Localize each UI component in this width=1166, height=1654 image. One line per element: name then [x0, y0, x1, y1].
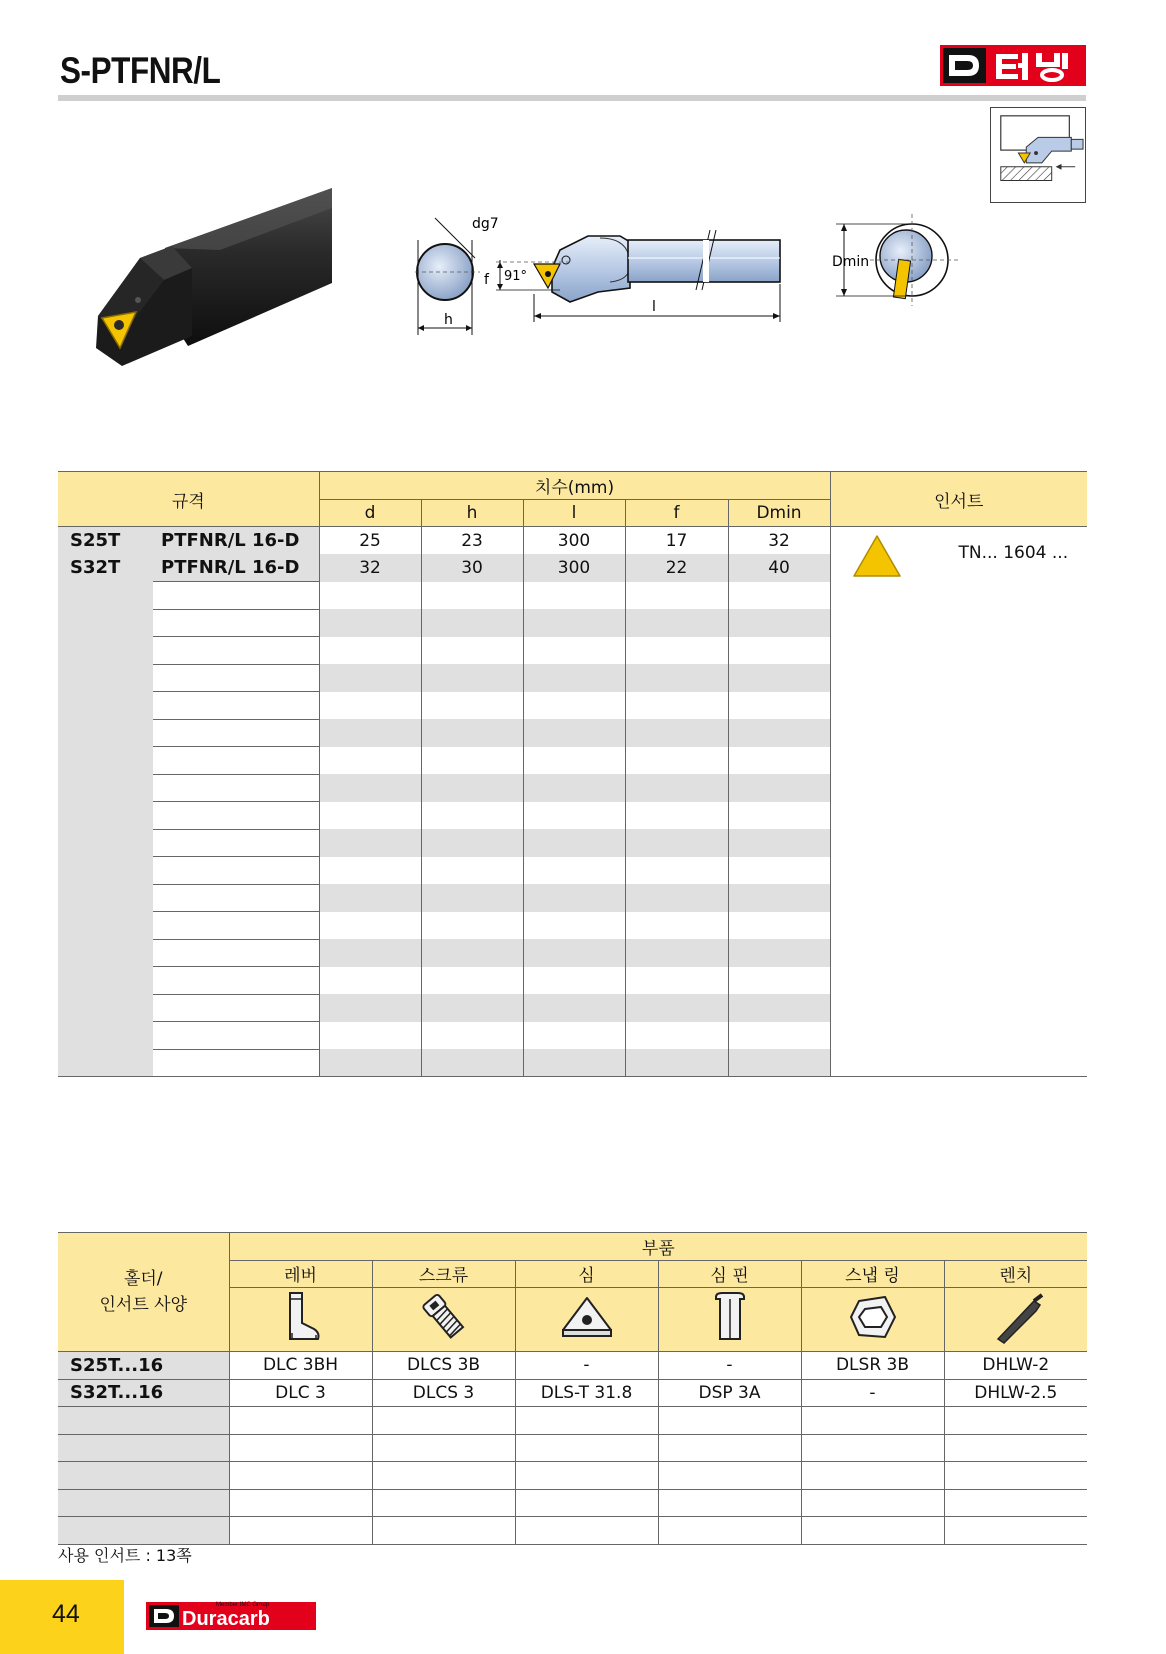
- lever-cell: [229, 1288, 372, 1352]
- part-value: DLCS 3B: [372, 1352, 515, 1380]
- diagram-label-l: l: [652, 299, 656, 315]
- model-code-a: S25T: [58, 527, 153, 555]
- diagram-label-f: f: [484, 272, 489, 288]
- cell-h: 23: [421, 527, 523, 555]
- cell-h: 30: [421, 554, 523, 582]
- part-value: -: [801, 1379, 944, 1407]
- shim-cell: [515, 1288, 658, 1352]
- screw-cell: [372, 1288, 515, 1352]
- part-value: DHLW-2: [944, 1352, 1087, 1380]
- dimension-diagram: [400, 210, 980, 345]
- col-header-dimensions: 치수(mm): [319, 472, 830, 500]
- shim-pin-icon: [710, 1289, 750, 1345]
- table-row: [58, 527, 1087, 555]
- model-code-b: PTFNR/L 16-D: [153, 554, 319, 582]
- part-value: DHLW-2.5: [944, 1379, 1087, 1407]
- col-header-insert: 인서트: [830, 472, 1087, 527]
- insert-page-note: 사용 인서트 : 13쪽: [58, 1546, 192, 1565]
- duracarb-logo: [146, 1598, 316, 1630]
- model-code-a: S32T: [58, 554, 153, 582]
- col-header-spec: 규격: [58, 472, 319, 527]
- cell-l: 300: [523, 527, 625, 555]
- wrench-icon: [986, 1289, 1046, 1345]
- dim-header-f: f: [625, 499, 728, 527]
- title-underline: [58, 95, 1086, 101]
- snap-ring-cell: [801, 1288, 944, 1352]
- part-value: DLCS 3: [372, 1379, 515, 1407]
- part-value: -: [515, 1352, 658, 1380]
- boring-operation-icon: [990, 107, 1086, 203]
- diagram-label-dmin: Dmin: [832, 254, 870, 270]
- cell-f: 22: [625, 554, 728, 582]
- part-value: DSP 3A: [658, 1379, 801, 1407]
- part-header-shim-pin: 심 핀: [658, 1260, 801, 1288]
- cell-d: 25: [319, 527, 421, 555]
- page-title: S-PTFNR/L: [60, 50, 221, 91]
- tool-holder-photo: [80, 188, 340, 388]
- part-header-snap-ring: 스냅 링: [801, 1260, 944, 1288]
- cell-d: 32: [319, 554, 421, 582]
- dim-header-d: d: [319, 499, 421, 527]
- footer-brand-tagline: Member IMC Group: [216, 1602, 270, 1608]
- part-header-wrench: 렌치: [944, 1260, 1087, 1288]
- part-header-lever: 레버: [229, 1260, 372, 1288]
- snap-ring-icon: [845, 1289, 901, 1345]
- diagram-label-dg7: dg7: [472, 216, 499, 232]
- screw-icon: [416, 1289, 472, 1345]
- cell-dmin: 32: [728, 527, 830, 555]
- spec-table: [58, 471, 1087, 1077]
- diagram-label-angle: 91°: [504, 269, 528, 284]
- insert-cell: [830, 527, 1087, 1077]
- cell-dmin: 40: [728, 554, 830, 582]
- parts-model: S25T...16: [58, 1352, 229, 1380]
- lever-icon: [276, 1289, 326, 1345]
- empty-row: [58, 1517, 1087, 1545]
- dim-header-l: l: [523, 499, 625, 527]
- dim-header-h: h: [421, 499, 523, 527]
- triangle-insert-icon: [851, 533, 903, 579]
- diagram-label-h: h: [444, 312, 453, 328]
- footer-brand: Duracarb: [182, 1608, 270, 1630]
- insert-code: TN... 1604 ...: [958, 543, 1069, 563]
- part-header-screw: 스크류: [372, 1260, 515, 1288]
- part-value: DLS-T 31.8: [515, 1379, 658, 1407]
- model-code-b: PTFNR/L 16-D: [153, 527, 319, 555]
- page-number: 44: [52, 1600, 80, 1628]
- part-value: DLC 3BH: [229, 1352, 372, 1380]
- wrench-cell: [944, 1288, 1087, 1352]
- parts-model: S32T...16: [58, 1379, 229, 1407]
- shim-icon: [559, 1292, 615, 1342]
- dim-header-dmin: Dmin: [728, 499, 830, 527]
- table-row: [58, 1352, 1087, 1380]
- part-value: -: [658, 1352, 801, 1380]
- empty-row: [58, 1489, 1087, 1517]
- part-header-shim: 심: [515, 1260, 658, 1288]
- brand-logo: [940, 45, 1086, 86]
- empty-row: [58, 1434, 1087, 1462]
- cell-f: 17: [625, 527, 728, 555]
- col-header-holder: 홀더/ 인서트 사양: [58, 1233, 229, 1352]
- shim-pin-cell: [658, 1288, 801, 1352]
- parts-table: [58, 1232, 1087, 1545]
- part-value: DLC 3: [229, 1379, 372, 1407]
- cell-l: 300: [523, 554, 625, 582]
- empty-row: [58, 1462, 1087, 1490]
- col-header-parts: 부품: [229, 1233, 1087, 1261]
- empty-row: [58, 1407, 1087, 1435]
- table-row: [58, 1379, 1087, 1407]
- part-value: DLSR 3B: [801, 1352, 944, 1380]
